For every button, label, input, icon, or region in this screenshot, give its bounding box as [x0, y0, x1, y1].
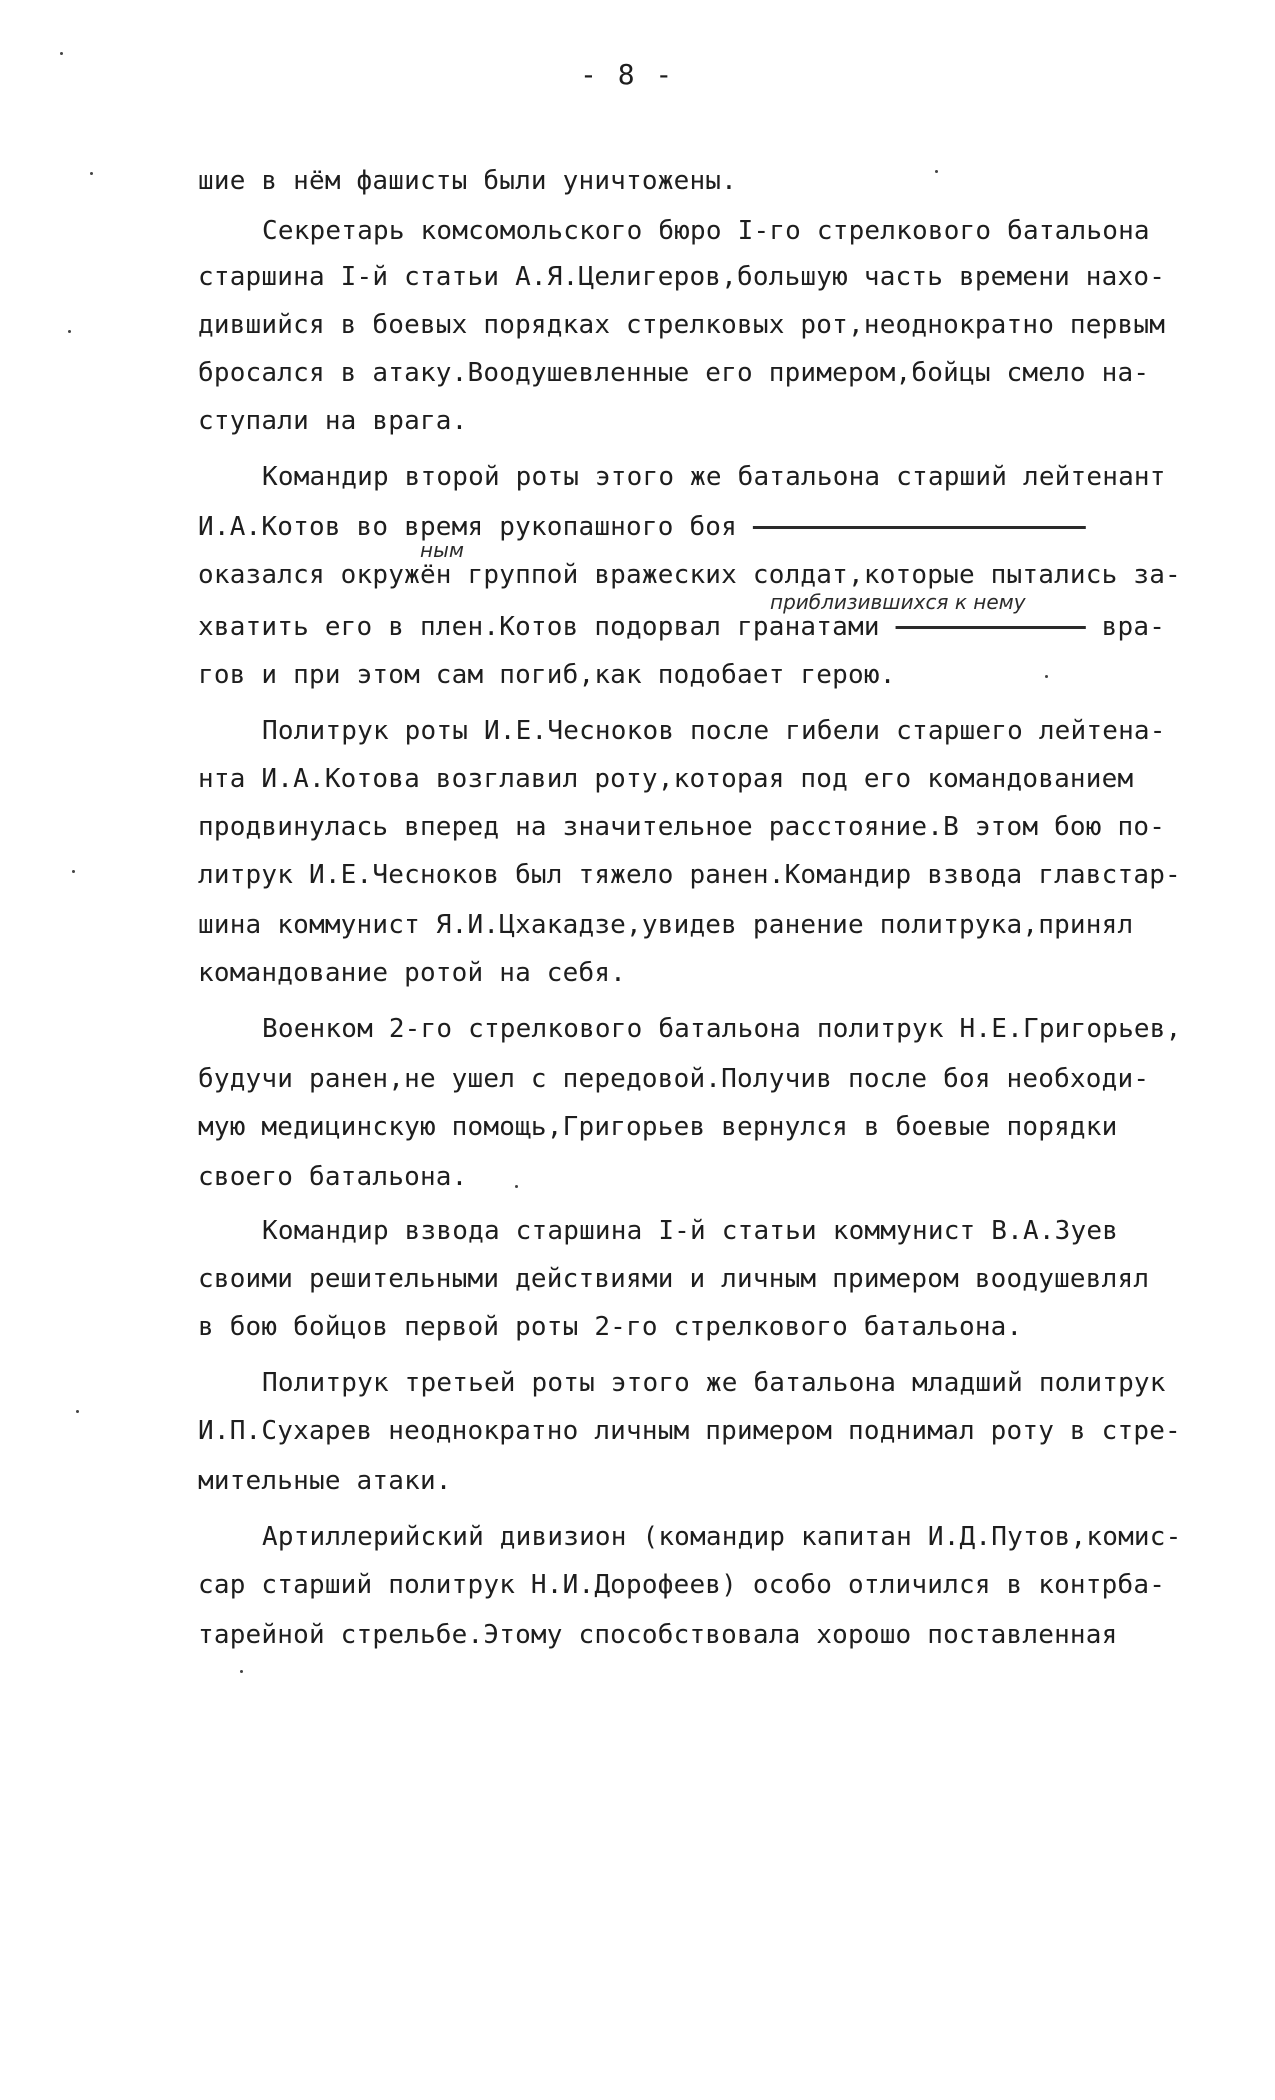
struck-out-text-2 [896, 612, 1086, 642]
text-line-10-content: хватить его в плен.Котов подорвал гранатами [198, 612, 880, 642]
text-line-14: продвинулась вперед на значительное расстояние.В этом бою по- [198, 812, 1166, 842]
text-line-29: сар старший политрук Н.И.Дорофеев) особо отличился в контрба- [198, 1570, 1166, 1600]
handwritten-insert: приблизившихся к нему [770, 590, 1026, 614]
scan-speck [72, 870, 75, 873]
text-line-28: Артиллерийский дивизион (командир капитан И.Д.Путов,комис- [262, 1522, 1182, 1552]
text-line-9: оказался окружён группой вражеских солдат,которые пытались за- [198, 560, 1181, 590]
text-line-24: в бою бойцов первой роты 2-го стрелкового батальона. [198, 1312, 1023, 1342]
page-number: - 8 - [580, 58, 675, 91]
text-line-20: мую медицинскую помощь,Григорьев вернулся в боевые порядки [198, 1112, 1118, 1142]
text-line-1: шие в нём фашисты были уничтожены. [198, 166, 738, 196]
text-line-13: нта И.А.Котова возглавил роту,которая под его командованием [198, 764, 1134, 794]
scan-speck [60, 52, 63, 55]
text-line-7: Командир второй роты этого же батальона старший лейтенант [262, 462, 1166, 492]
text-line-4: дившийся в боевых порядках стрелковых рот,неоднократно первым [198, 310, 1166, 340]
text-line-15: литрук И.Е.Чеснокoв был тяжело ранен.Командир взвода главстар- [198, 860, 1181, 890]
text-line-11: гов и при этом сам погиб,как подобает герою. [198, 660, 896, 690]
text-line-18: Военком 2-го стрелкового батальона политрук Н.Е.Григорьев, [262, 1014, 1182, 1044]
text-line-26: И.П.Сухарев неоднократно личным примером поднимал роту в стре- [198, 1416, 1181, 1446]
scan-speck [1045, 675, 1048, 678]
scan-speck [68, 330, 71, 333]
text-line-25: Политрук третьей роты этого же батальона младший политрук [262, 1368, 1166, 1398]
text-line-12: Политрук роты И.Е.Чеснокoв после гибели старшего лейтена- [262, 716, 1166, 746]
text-line-30: тарейной стрельбе.Этому способствовала хорошо поставленная [198, 1620, 1118, 1650]
text-line-2: Секретарь комсомольского бюро I-го стрелкового батальона [262, 216, 1150, 246]
text-line-8-content: И.А.Котов во время рукопашного боя [198, 512, 738, 542]
scan-speck [240, 1670, 243, 1673]
text-line-16: шина коммунист Я.И.Цхакадзе,увидев ранение политрука,принял [198, 910, 1134, 940]
scan-speck [515, 1185, 518, 1188]
scan-speck [90, 172, 93, 175]
text-line-5: бросался в атаку.Воодушевленные его примером,бойцы смело на- [198, 358, 1150, 388]
text-line-10 [198, 612, 1165, 642]
handwritten-correction: ным [420, 538, 464, 562]
text-line-3: старшина I-й статьи А.Я.Целигеров,большую часть времени нахо- [198, 262, 1166, 292]
text-line-22: Командир взвода старшина I-й статьи коммунист В.А.Зуев [262, 1216, 1119, 1246]
text-line-8 [198, 512, 1086, 542]
text-line-19: будучи ранен,не ушел с передовой.Получив после боя необходи- [198, 1064, 1150, 1094]
text-line-21: своего батальона. [198, 1162, 468, 1192]
scan-speck [76, 1410, 79, 1413]
text-line-27: мительные атаки. [198, 1466, 452, 1496]
text-line-17: командование ротой на себя. [198, 958, 627, 988]
text-line-23: своими решительными действиями и личным примером воодушевлял [198, 1264, 1150, 1294]
struck-out-text [753, 512, 1086, 542]
scan-speck [935, 170, 938, 173]
text-line-6: ступали на врага. [198, 406, 468, 436]
text-line-10-tail: вра- [1101, 612, 1166, 642]
